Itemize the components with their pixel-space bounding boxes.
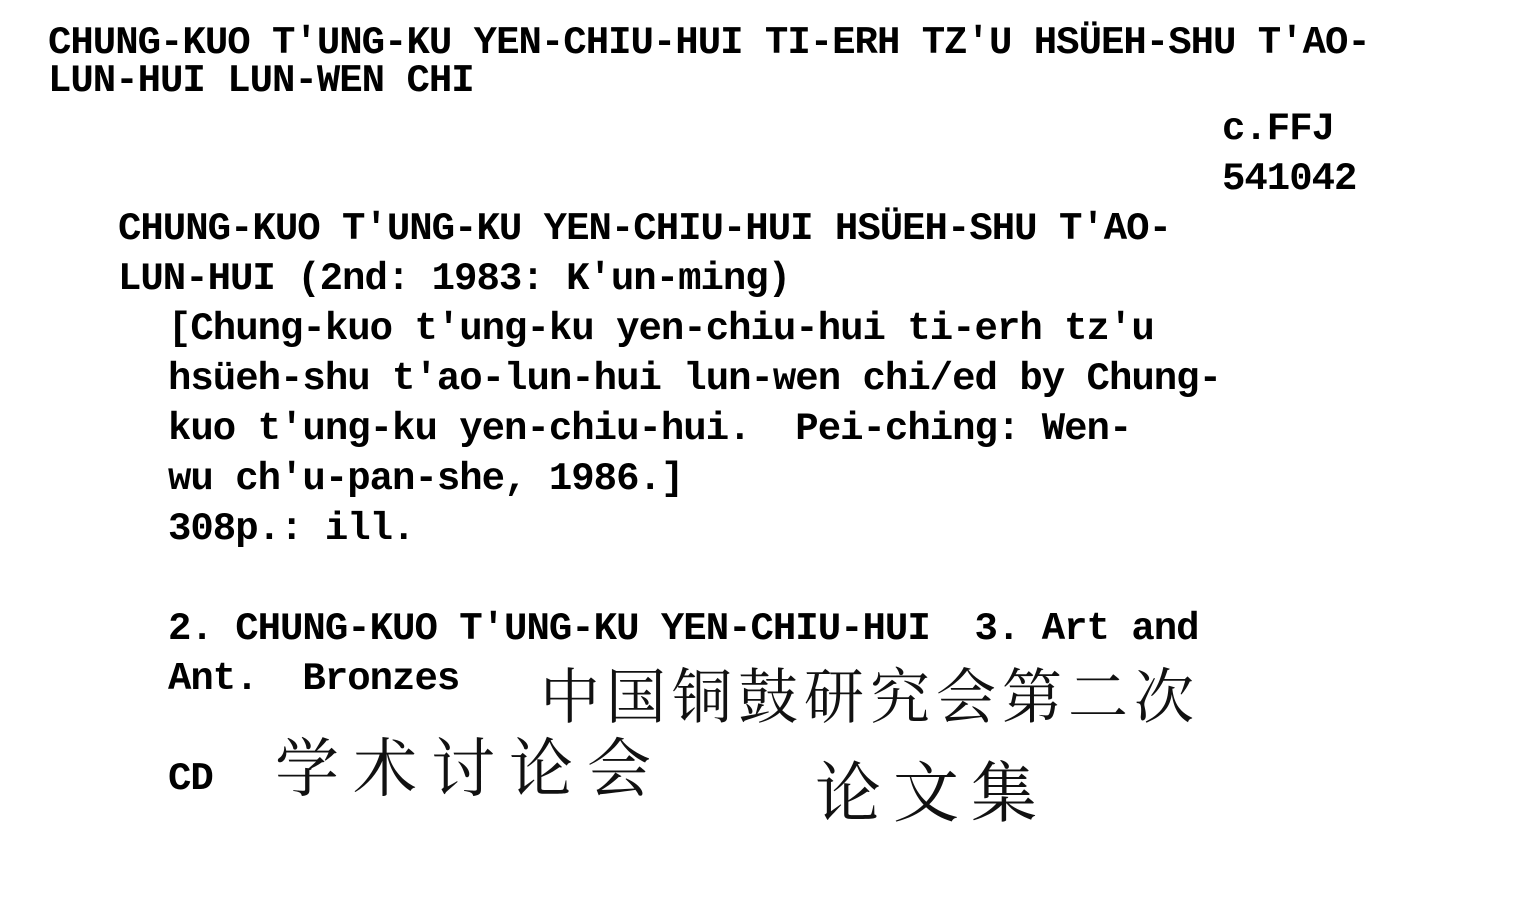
main-entry-line-2: LUN-HUI (2nd: 1983: K'un-ming) xyxy=(118,257,791,301)
classification-code: CD xyxy=(168,757,213,801)
handwritten-chinese-title-line-2a: 学术讨论会 xyxy=(275,733,665,807)
call-number: 541042 xyxy=(1222,157,1357,201)
title-line-1: [Chung-kuo t'ung-ku yen-chiu-hui ti-erh tz'u xyxy=(168,307,1154,351)
title-line-4: wu ch'u-pan-she, 1986.] xyxy=(168,457,684,501)
collation: 308p.: ill. xyxy=(168,507,415,551)
card-heading-line-2: LUN-HUI LUN-WEN CHI xyxy=(48,59,474,103)
tracing-line-2: Ant. Bronzes xyxy=(168,657,460,701)
title-line-3: kuo t'ung-ku yen-chiu-hui. Pei-ching: Wen- xyxy=(168,407,1132,451)
tracing-line-1: 2. CHUNG-KUO T'UNG-KU YEN-CHIU-HUI 3. Art and xyxy=(168,607,1199,651)
card-heading-line-1: CHUNG-KUO T'UNG-KU YEN-CHIU-HUI TI-ERH TZ'U HSÜEH-SHU T'AO- xyxy=(48,21,1370,65)
call-number-prefix: c.FFJ xyxy=(1222,107,1335,151)
main-entry-line-1: CHUNG-KUO T'UNG-KU YEN-CHIU-HUI HSÜEH-SHU T'AO- xyxy=(118,207,1171,251)
title-line-2: hsüeh-shu t'ao-lun-hui lun-wen chi/ed by Chung- xyxy=(168,357,1221,401)
handwritten-chinese-title-line-1: 中国铜鼓研究会第二次 xyxy=(540,663,1200,733)
handwritten-chinese-title-line-2b: 论文集 xyxy=(815,755,1049,832)
